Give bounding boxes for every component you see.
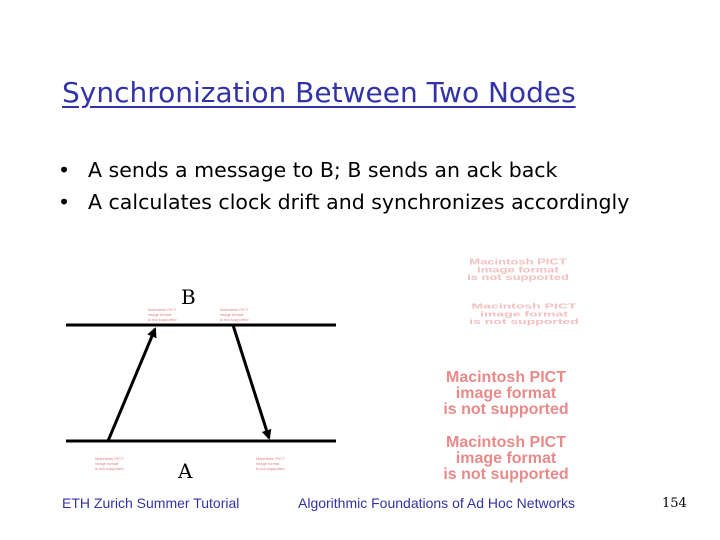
pict-placeholder: Macintosh PICT image format is not supported xyxy=(467,257,569,282)
bullet-text: A calculates clock drift and synchronizes accordingly xyxy=(88,190,630,214)
footer-center: Algorithmic Foundations of Ad Hoc Networks xyxy=(298,495,576,511)
ack-arrow xyxy=(233,325,269,438)
footer-left: ETH Zurich Summer Tutorial xyxy=(62,495,240,511)
pict-placeholder-small: Macintosh PICT image format is not supported xyxy=(148,307,177,322)
node-b-label: B xyxy=(181,285,196,309)
pict-placeholder: Macintosh PICT image format is not supported xyxy=(469,301,579,326)
page-number: 154 xyxy=(662,496,687,511)
pict-placeholder-small: Macintosh PICT image format is not supported xyxy=(256,456,285,471)
slide-title: Synchronization Between Two Nodes xyxy=(62,76,576,109)
pict-placeholder: Macintosh PICT image format is not supported xyxy=(443,369,569,418)
pict-placeholder: Macintosh PICT image format is not supported xyxy=(443,434,569,483)
pict-placeholder-small: Macintosh PICT image format is not supported xyxy=(95,456,124,471)
bullet-symbol: • xyxy=(58,158,71,182)
message-arrow xyxy=(108,329,155,441)
pict-placeholder-small: Macintosh PICT image format is not supported xyxy=(220,307,249,322)
node-a-label: A xyxy=(178,459,193,483)
bullet-text: A sends a message to B; B sends an ack back xyxy=(88,158,558,182)
bullet-symbol: • xyxy=(58,190,71,214)
